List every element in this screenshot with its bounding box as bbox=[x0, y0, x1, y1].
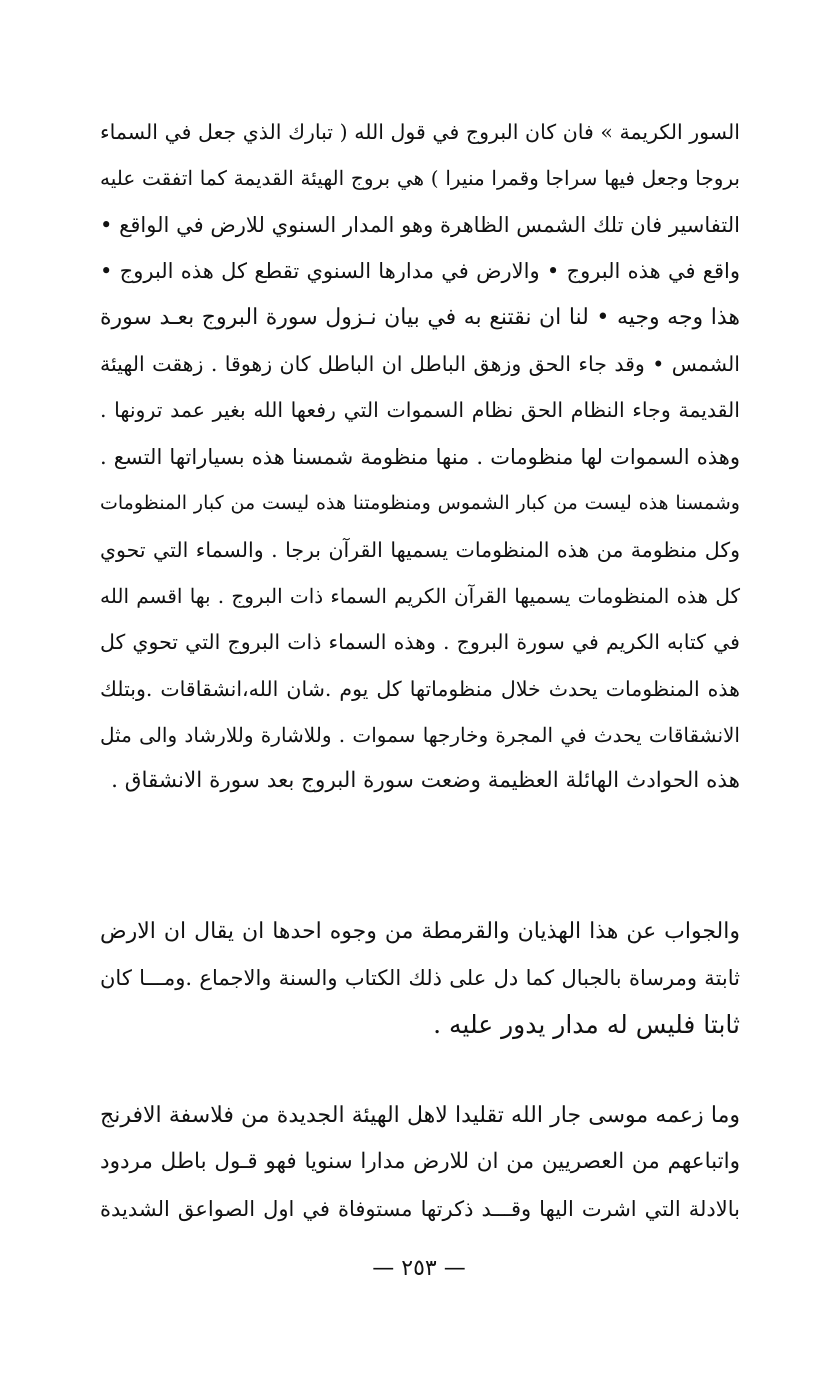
text-line: كل هذه المنظومات يسميها القرآن الكريم السماء ذات البروج . بها اقسم الله bbox=[100, 583, 740, 608]
text-line: هذه المنظومات يحدث خلال منظوماتها كل يوم .شان الله،انشقاقات .وبتلك bbox=[100, 676, 740, 701]
text-line: التفاسير فان تلك الشمس الظاهرة وهو المدار السنوي للارض في الواقع • bbox=[100, 212, 740, 237]
text-line: هذه الحوادث الهائلة العظيمة وضعت سورة البروج بعد سورة الانشقاق . bbox=[111, 768, 740, 794]
text-line: بالادلة التي اشرت اليها وقـــد ذكرتها مستوفاة في اول الصواعق الشديدة bbox=[100, 1196, 740, 1221]
text-line: ثابتة ومرساة بالجبال كما دل على ذلك الكتاب والسنة والاجماع .ومـــا كان bbox=[100, 966, 740, 991]
text-line: الشمس • وقد جاء الحق وزهق الباطل ان الباطل كان زهوقا . زهقت الهيئة bbox=[100, 351, 740, 376]
text-line: القديمة وجاء النظام الحق نظام السموات التي رفعها الله بغير عمد ترونها . bbox=[100, 398, 740, 423]
page-number: — ٢٥٣ — bbox=[372, 1256, 466, 1281]
text-line: الانشقاقات يحدث في المجرة وخارجها سموات . وللاشارة وللارشاد والى مثل bbox=[100, 723, 740, 748]
text-line: في كتابه الكريم في سورة البروج . وهذه السماء ذات البروج التي تحوي كل bbox=[100, 630, 740, 655]
text-line: وما زعمه موسى جار الله تقليدا لاهل الهيئة الجديدة من فلاسفة الافرنج bbox=[100, 1103, 740, 1128]
paragraph-1 bbox=[100, 109, 740, 805]
paragraph-2 bbox=[100, 909, 740, 1048]
text-line: وهذه السموات لها منظومات . منها منظومة شمسنا هذه بسياراتها التسع . bbox=[100, 444, 740, 469]
text-line: هذا وجه وجيه • لنا ان نقتنع به في بيان نـزول سورة البروج بعـد سورة bbox=[100, 304, 740, 330]
text-line: وكل منظومة من هذه المنظومات يسميها القرآن برجا . والسماء التي تحوي bbox=[100, 537, 740, 562]
text-line: بروجا وجعل فيها سراجا وقمرا منيرا ) هي بروج الهيئة القديمة كما اتفقت عليه bbox=[100, 166, 740, 191]
text-line: واقع في هذه البروج • والارض في مدارها السنوي تقطع كل هذه البروج • bbox=[100, 259, 740, 284]
text-line: ثابتا فليس له مدار يدور عليه . bbox=[433, 1009, 740, 1039]
paragraph-3 bbox=[100, 1093, 740, 1232]
text-line: وشمسنا هذه ليست من كبار الشموس ومنظومتنا هذه ليست من كبار المنظومات bbox=[100, 492, 740, 515]
text-line: واتباعهم من العصريين من ان للارض مدارا سنويا فهو قـول باطل مردود bbox=[100, 1149, 740, 1175]
text-line: والجواب عن هذا الهذيان والقرمطة من وجوه احدها ان يقال ان الارض bbox=[100, 919, 740, 944]
text-line: السور الكريمة » فان كان البروج في قول الله ( تبارك الذي جعل في السماء bbox=[100, 120, 740, 144]
